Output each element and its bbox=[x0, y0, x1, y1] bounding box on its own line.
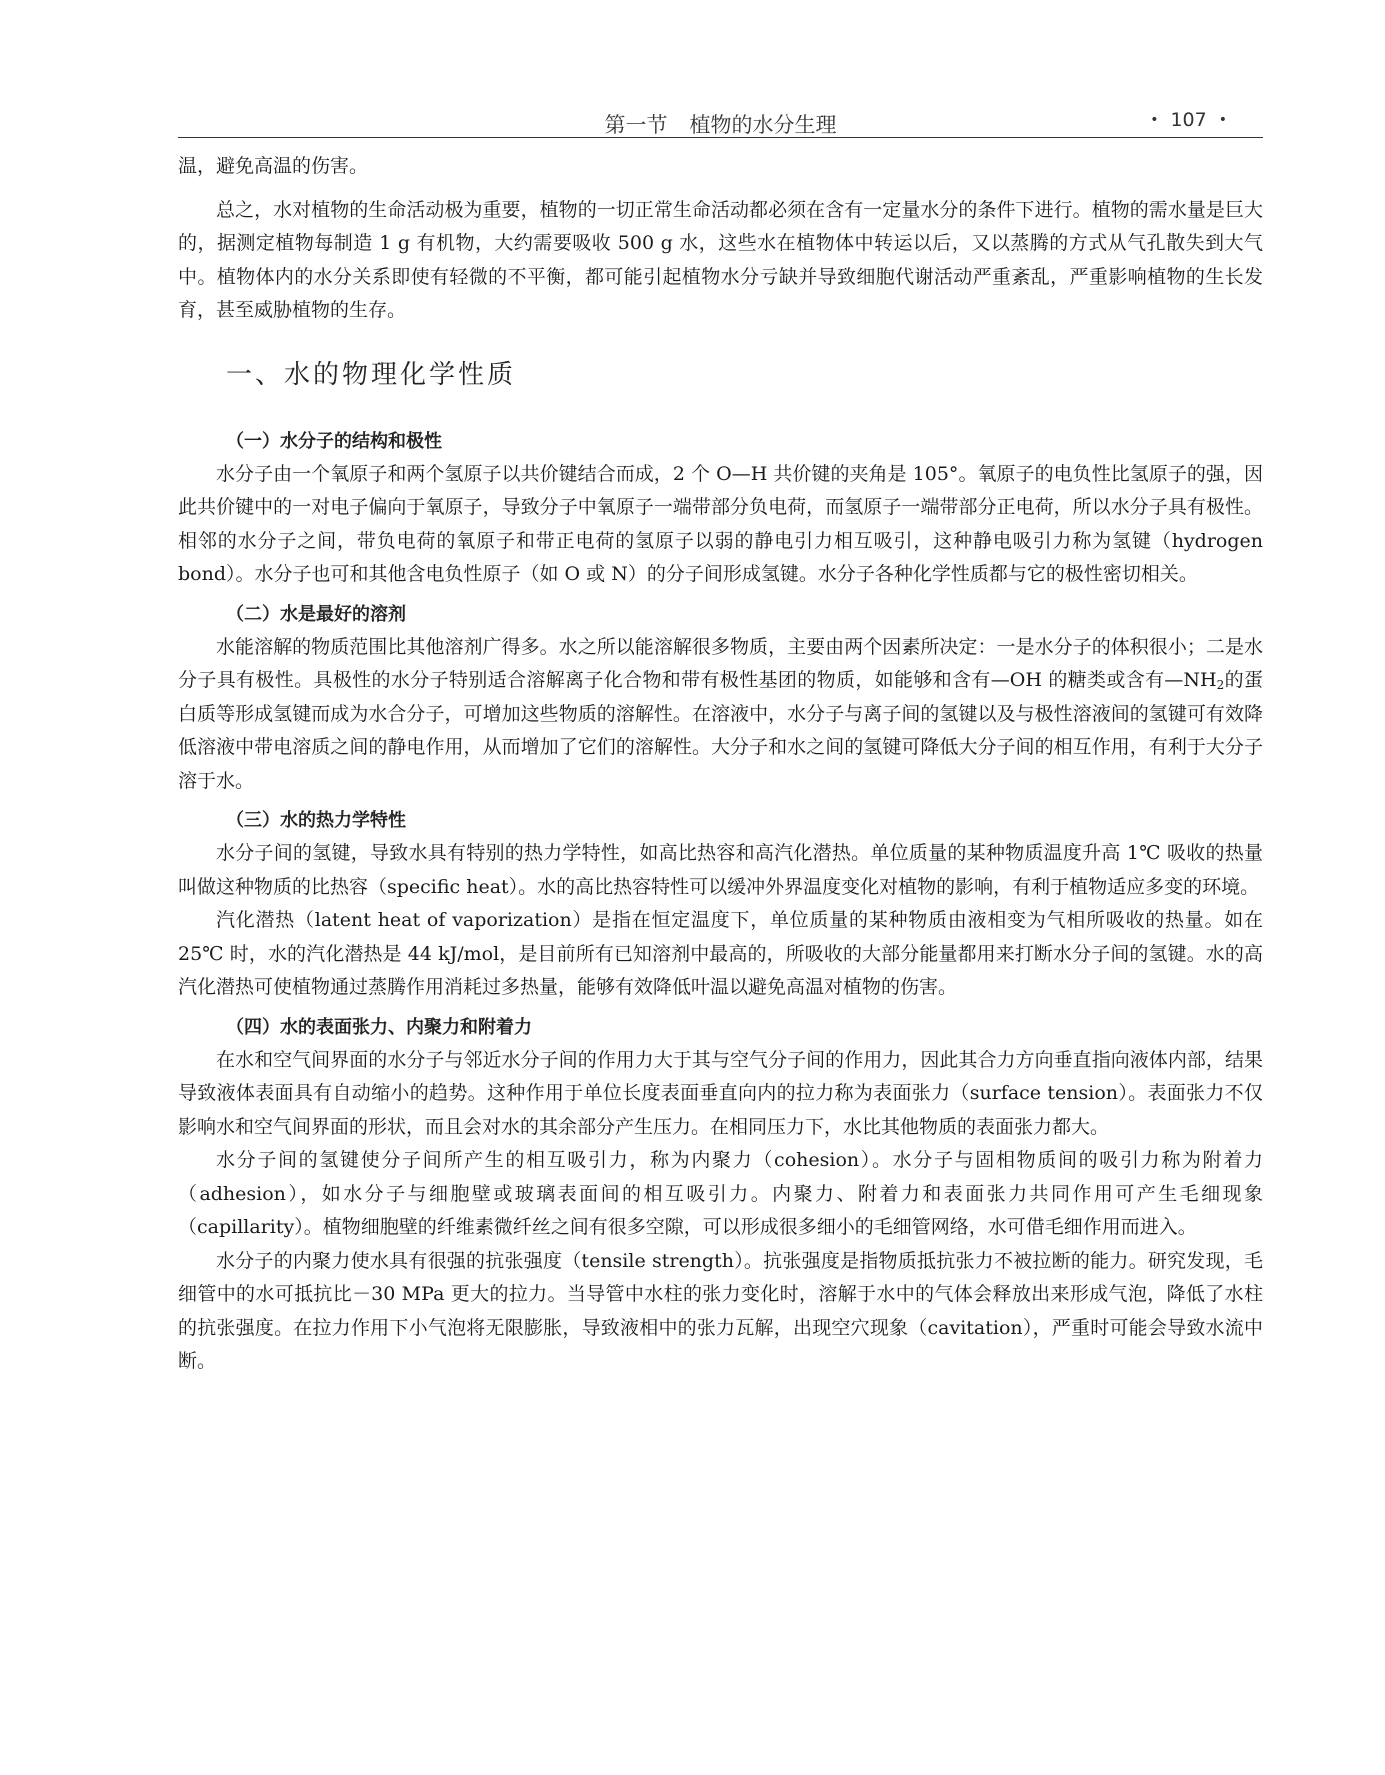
paragraph bbox=[178, 631, 1263, 799]
subsection-heading: （三）水的热力学特性 bbox=[226, 810, 406, 831]
paragraph: 水分子由一个氧原子和两个氢原子以共价键结合而成，2 个 O—H 共价键的夹角是 105°。氧原子的电负性比氢原子的强，因此共价键中的一对电子偏向于氧原子，导致分子中氧原子一端带部分负电荷，而氢原子一端带部分正电荷，所以水分子具有极性。相邻的水分子之间，带负电荷的氧原子和带正电荷的氢原子以弱的静电引力相互吸引，这种静电吸引力称为氢键（hydrogen bond）。水分子也可和其他含电负性原子（如 O 或 N）的分子间形成氢键。水分子各种化学性质都与它的极性密切相关。 bbox=[178, 462, 1263, 585]
running-header bbox=[178, 95, 1263, 138]
header-section: 第一节 bbox=[604, 113, 668, 137]
paragraph: 在水和空气间界面的水分子与邻近水分子间的作用力大于其与空气分子间的作用力，因此其合力方向垂直指向液体内部，结果导致液体表面具有自动缩小的趋势。这种作用于单位长度表面垂直向内的拉力称为表面张力（surface tension）。表面张力不仅影响水和空气间界面的形状，而且会对水的其余部分产生压力。在相同压力下，水比其他物质的表面张力都大。 bbox=[178, 1048, 1263, 1138]
page-number-value: 107 bbox=[1170, 109, 1207, 131]
page-number: • 107 • bbox=[1150, 109, 1227, 131]
subsection-heading: （二）水是最好的溶剂 bbox=[226, 603, 406, 625]
header-chapter-title: 植物的水分生理 bbox=[689, 113, 837, 137]
subscript: 2 bbox=[1216, 678, 1225, 692]
paragraph: 水分子的内聚力使水具有很强的抗张强度（tensile strength）。抗张强度是指物质抵抗张力不被拉断的能力。研究发现，毛细管中的水可抵抗比－30 MPa 更大的拉力。当导管中水柱的张力变化时，溶解于水中的气体会释放出来形成气泡，降低了水柱的抗张强度。在拉力作用下小气泡将无限膨胀，导致液相中的张力瓦解，出现空穴现象（cavitation），严重时可能会导致水流中断。 bbox=[178, 1249, 1263, 1372]
paragraph: 水分子间的氢键使分子间所产生的相互吸引力，称为内聚力（cohesion）。水分子与固相物质间的吸引力称为附着力（adhesion），如水分子与细胞壁或玻璃表面间的相互吸引力。内聚力、附着力和表面张力共同作用可产生毛细现象（capillarity）。植物细胞壁的纤维素微纤丝之间有很多空隙，可以形成很多细小的毛细管网络，水可借毛细作用而进入。 bbox=[178, 1149, 1263, 1238]
text-run: 水能溶解的物质范围比其他溶剂广得多。水之所以能溶解很多物质，主要由两个因素所决定：一是水分子的体积很小；二是水分子具有极性。具极性的水分子特别适合溶解离子化合物和带有极性基团的物质，如能够和含有—OH 的糖类或含有—NH bbox=[178, 635, 1263, 691]
section-heading: 一、水的物理化学性质 bbox=[226, 359, 517, 390]
subsection-heading: （四）水的表面张力、内聚力和附着力 bbox=[226, 1016, 532, 1038]
subsection-heading: （一）水分子的结构和极性 bbox=[226, 430, 442, 452]
header-title bbox=[178, 109, 1263, 139]
paragraph: 温，避免高温的伤害。 bbox=[178, 155, 369, 177]
page-body bbox=[178, 150, 1263, 1379]
page bbox=[178, 95, 1263, 1379]
text-run: 的蛋白质等形成氢键而成为水合分子，可增加这些物质的溶解性。在溶液中，水分子与离子间的氢键以及与极性溶液间的氢键可有效降低溶液中带电溶质之间的静电作用，从而增加了它们的溶解性。大分子和水之间的氢键可降低大分子间的相互作用，有利于大分子溶于水。 bbox=[178, 669, 1263, 792]
paragraph: 汽化潜热（latent heat of vaporization）是指在恒定温度下，单位质量的某种物质由液相变为气相所吸收的热量。如在 25℃ 时，水的汽化潜热是 44 kJ/mol，是目前所有已知溶剂中最高的，所吸收的大部分能量都用来打断水分子间的氢键。水的高汽化潜热可使植物通过蒸腾作用消耗过多热量，能够有效降低叶温以避免高温对植物的伤害。 bbox=[178, 909, 1263, 998]
paragraph: 水分子间的氢键，导致水具有特别的热力学特性，如高比热容和高汽化潜热。单位质量的某种物质温度升高 1℃ 吸收的热量叫做这种物质的比热容（specific heat）。水的高比热容特性可以缓冲外界温度变化对植物的影响，有利于植物适应多变的环境。 bbox=[178, 842, 1263, 898]
paragraph: 总之，水对植物的生命活动极为重要，植物的一切正常生命活动都必须在含有一定量水分的条件下进行。植物的需水量是巨大的，据测定植物每制造 1 g 有机物，大约需要吸收 500 g 水，这些水在植物体中转运以后，又以蒸腾的方式从气孔散失到大气中。植物体内的水分关系即使有轻微的不平衡，都可能引起植物水分亏缺并导致细胞代谢活动严重紊乱，严重影响植物的生长发育，甚至威胁植物的生存。 bbox=[178, 198, 1263, 321]
